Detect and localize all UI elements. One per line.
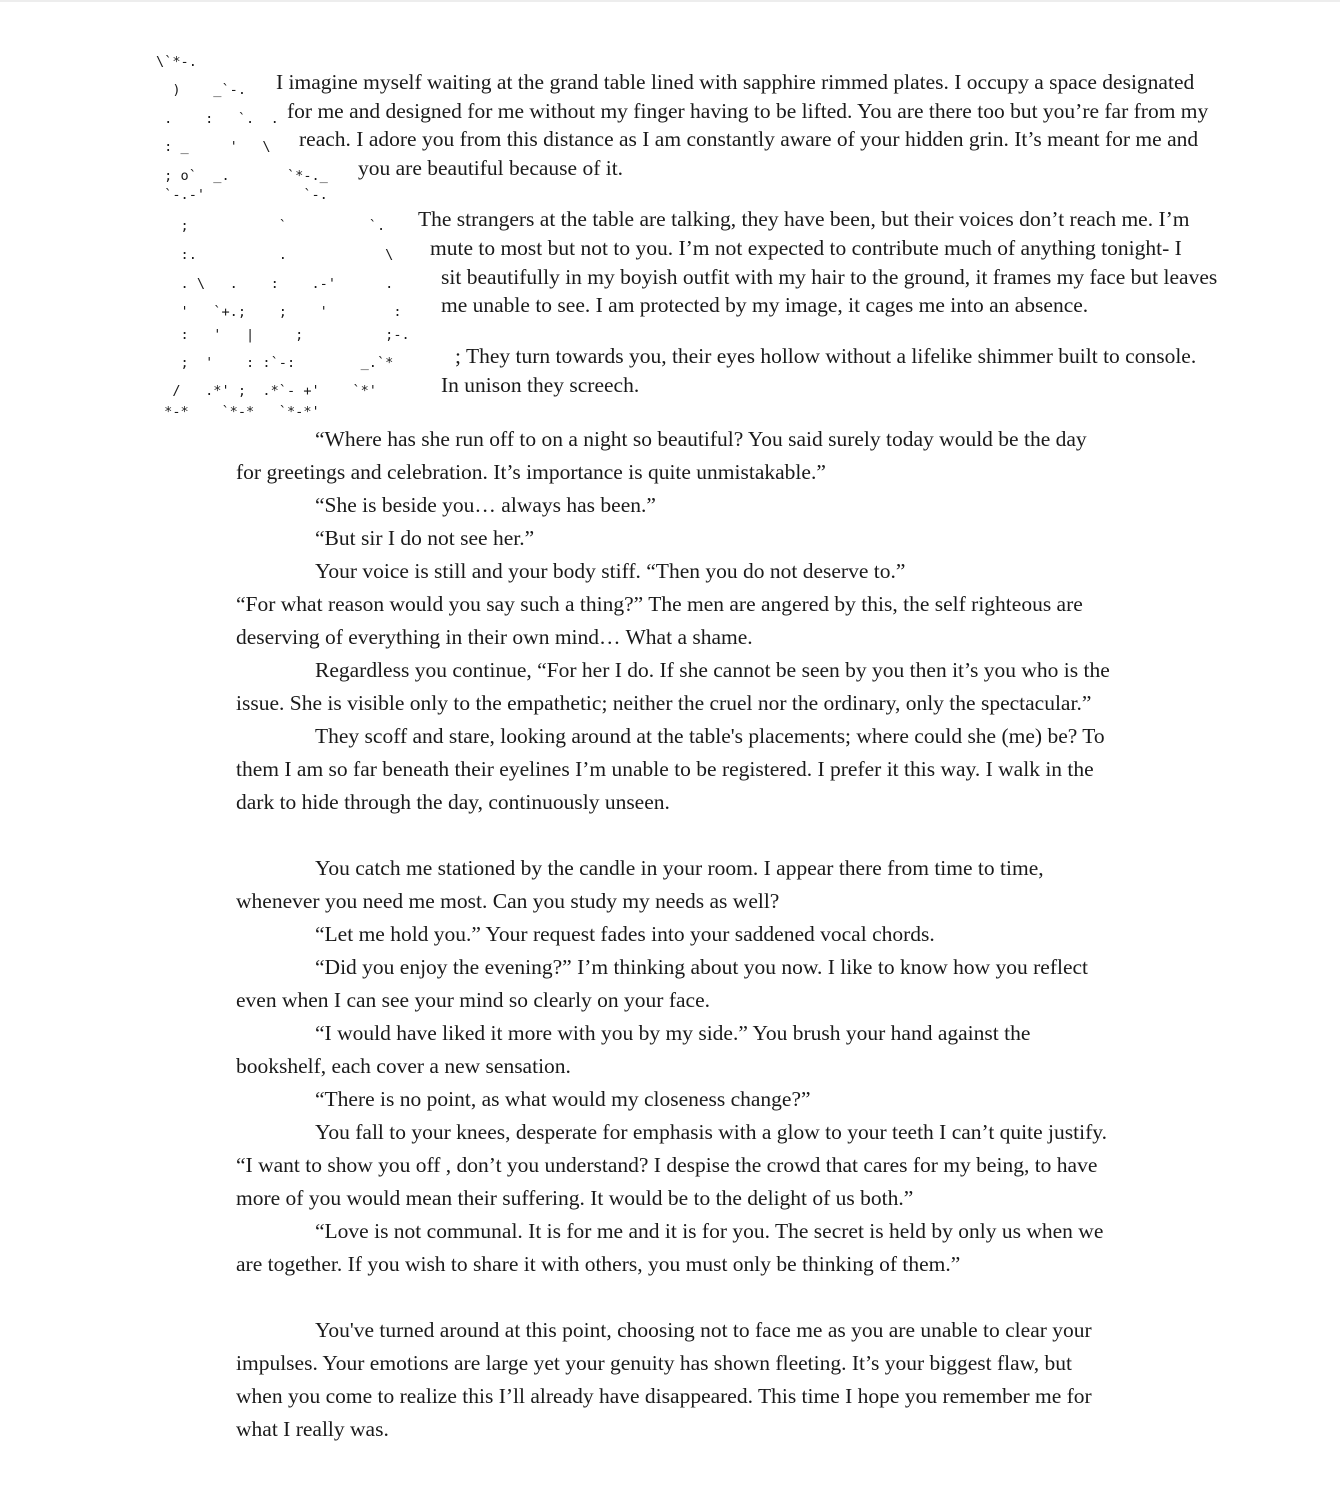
ascii-row: \`*-. [156, 54, 197, 70]
paragraph: They scoff and stare, looking around at the table's placements; where could she (me) be? To them I am so far beneath their eyelines I’m unable to be registered. I prefer it this way. I walk in the dark to hide through the day, continuously unseen. [236, 724, 1105, 814]
paragraph: You fall to your knees, desperate for emphasis with a glow to your teeth I can’t quite justify. “I want to show you off , don’t you understand? I despise the crowd that cares for my being, to have more of you would mean their suffering. It would be to the delight of us both.” [236, 1120, 1107, 1210]
poem-line: sit beautifully in my boyish outfit with my hair to the ground, it frames my face but leaves [441, 265, 1218, 289]
paragraph: Regardless you continue, “For her I do. If she cannot be seen by you then it’s you who is the issue. She is visible only to the empathetic; neither the cruel nor the ordinary, only the spectacular.” [236, 658, 1110, 715]
paragraph: Your voice is still and your body stiff. “Then you do not deserve to.” [315, 559, 906, 583]
paragraph: “Love is not communal. It is for me and it is for you. The secret is held by only us when we are together. If you wish to share it with others, you must only be thinking of them.” [236, 1219, 1104, 1276]
poem-line: reach. I adore you from this distance as I am constantly aware of your hidden grin. It’s meant for me and [299, 127, 1199, 151]
page-top-border [0, 0, 1340, 2]
poem-line: me unable to see. I am protected by my image, it cages me into an absence. [441, 293, 1089, 317]
ascii-row: / .*' ; .*`- +' `*' [156, 383, 377, 399]
poem-line: ; They turn towards you, their eyes hollow without a lifelike shimmer built to console. [455, 344, 1197, 368]
ascii-row: `-.-' `-. [156, 187, 328, 203]
paragraph: “Where has she run off to on a night so beautiful? You said surely today would be the day for greetings and celebration. It’s importance is quite unmistakable.” [236, 427, 1087, 484]
ascii-row: : _ ' \ [156, 139, 271, 155]
poem-line: mute to most but not to you. I’m not expected to contribute much of anything tonight- I [430, 236, 1182, 260]
blank-line [236, 1281, 1116, 1314]
blank-line [236, 819, 1116, 852]
ascii-row: : ' | ; ;-. [156, 327, 410, 343]
paragraph: “For what reason would you say such a thing?” The men are angered by this, the self righteous are deserving of everything in their own mind… What a shame. [236, 592, 1083, 649]
ascii-row: *-* `*-* `*-*' [156, 404, 320, 420]
ascii-row: . \ . : .-' . [156, 276, 394, 292]
paragraph: “But sir I do not see her.” [315, 526, 535, 550]
paragraph: “Did you enjoy the evening?” I’m thinking about you now. I like to know how you reflect even when I can see your mind so clearly on your face. [236, 955, 1089, 1012]
ascii-row: ) _`-. [156, 82, 247, 98]
poem-line: The strangers at the table are talking, they have been, but their voices don’t reach me. I’m [418, 207, 1190, 231]
poem-line: you are beautiful because of it. [358, 156, 624, 180]
paragraph: “There is no point, as what would my closeness change?” [315, 1087, 811, 1111]
ascii-row: ' `+.; ; ' : [156, 304, 402, 320]
ascii-row: . : `. . [156, 111, 279, 127]
ascii-row: ; ' : :`-: _.`* [156, 355, 394, 371]
paragraph: You've turned around at this point, choosing not to face me as you are unable to clear your impulses. Your emotions are large yet your genuity has shown fleeting. It’s your biggest flaw, but when you come to realize this I’ll already have disappeared. This time I hope you remember me for what I really was. [236, 1318, 1092, 1441]
poem-line: In unison they screech. [441, 373, 640, 397]
ascii-row: ; ` `. [156, 218, 386, 234]
paragraph: “I would have liked it more with you by my side.” You brush your hand against the bookshelf, each cover a new sensation. [236, 1021, 1031, 1078]
poem-line: I imagine myself waiting at the grand table lined with sapphire rimmed plates. I occupy a space designated [276, 70, 1195, 94]
paragraph: You catch me stationed by the candle in your room. I appear there from time to time, whenever you need me most. Can you study my needs as well? [236, 856, 1044, 913]
paragraph: “She is beside you… always has been.” [315, 493, 656, 517]
paragraph: “Let me hold you.” Your request fades into your saddened vocal chords. [315, 922, 935, 946]
poem-line: for me and designed for me without my finger having to be lifted. You are there too but you’re far from my [287, 99, 1209, 123]
ascii-row: ; o` _. `*-._ [156, 168, 328, 184]
prose-body [236, 423, 1116, 1446]
ascii-row: :. . \ [156, 247, 394, 263]
